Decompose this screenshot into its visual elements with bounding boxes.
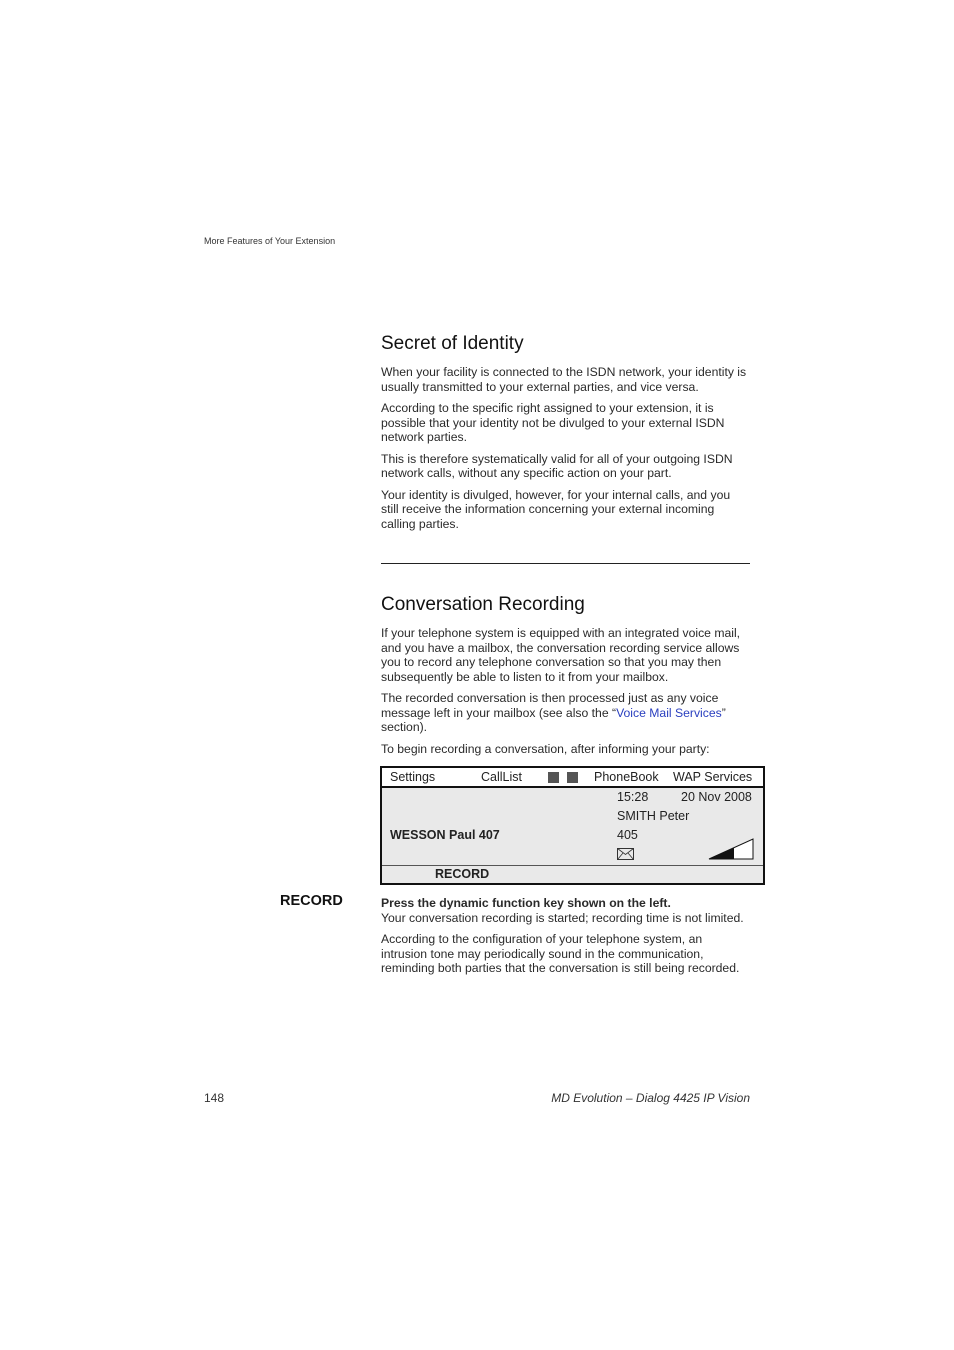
display-number: 405 <box>617 828 638 842</box>
paragraph <box>381 691 751 735</box>
paragraph-text: The recorded conversation is then processed just as any voice message left in your mailbox (see also the “ <box>381 691 719 720</box>
section-title-conversation-recording: Conversation Recording <box>381 594 585 615</box>
signal-strength-icon <box>708 838 754 860</box>
record-step <box>381 896 751 983</box>
display-softkey-bar <box>382 865 763 884</box>
paragraph: If your telephone system is equipped with an integrated voice mail, and you have a mailbox, the conversation recording service allows you to record any telephone conversation so that you may then subsequently be able to listen to it from your mailbox. <box>381 626 741 684</box>
display-menu-bar <box>382 768 763 788</box>
menu-settings[interactable]: Settings <box>390 770 436 784</box>
voice-mail-services-link[interactable]: Voice Mail Services <box>616 705 722 720</box>
display-body <box>382 788 763 864</box>
section-divider <box>381 563 750 564</box>
envelope-icon <box>617 848 635 860</box>
display-contact-name: SMITH Peter <box>617 809 690 823</box>
display-caller: WESSON Paul 407 <box>390 828 500 842</box>
running-header: More Features of Your Extension <box>204 236 336 246</box>
paragraph: According to the configuration of your telephone system, an intrusion tone may periodically sound in the communication, reminding both parties that the conversation is still being recorded. <box>381 932 740 975</box>
menu-wap-services[interactable]: WAP Services <box>673 770 753 784</box>
paragraph-text: ” section). <box>381 705 726 734</box>
paragraph: Your identity is divulged, however, for your internal calls, and you still receive the information concerning your external incoming calling parties. <box>381 487 731 531</box>
phone-display <box>380 766 765 885</box>
paragraph: To begin recording a conversation, after informing your party: <box>381 741 710 756</box>
paragraph: This is therefore systematically valid for all of your outgoing ISDN network calls, without any specific action on your part. <box>381 451 733 480</box>
conversation-recording-body <box>381 626 751 763</box>
display-time: 15:28 <box>617 790 649 804</box>
paragraph: When your facility is connected to the ISDN network, your identity is usually transmitted to your external parties, and vice versa. <box>381 365 747 394</box>
paragraph: Your conversation recording is started; recording time is not limited. <box>381 910 744 925</box>
paragraph: According to the specific right assigned to your extension, it is possible that your identity not be divulged to your external ISDN network parties. <box>381 401 725 444</box>
page-number: 148 <box>204 1091 225 1105</box>
secret-of-identity-body <box>381 365 751 538</box>
section-title-secret-of-identity: Secret of Identity <box>381 333 524 354</box>
square-icon <box>548 772 559 783</box>
display-date: 20 Nov 2008 <box>681 790 752 804</box>
menu-phonebook[interactable]: PhoneBook <box>594 770 659 784</box>
record-key-label: RECORD <box>280 893 343 909</box>
softkey-record[interactable]: RECORD <box>435 867 490 881</box>
square-icon <box>567 772 578 783</box>
instruction: Press the dynamic function key shown on the left. <box>381 896 671 910</box>
document-title: MD Evolution – Dialog 4425 IP Vision <box>551 1091 750 1105</box>
menu-calllist[interactable]: CallList <box>481 770 522 784</box>
